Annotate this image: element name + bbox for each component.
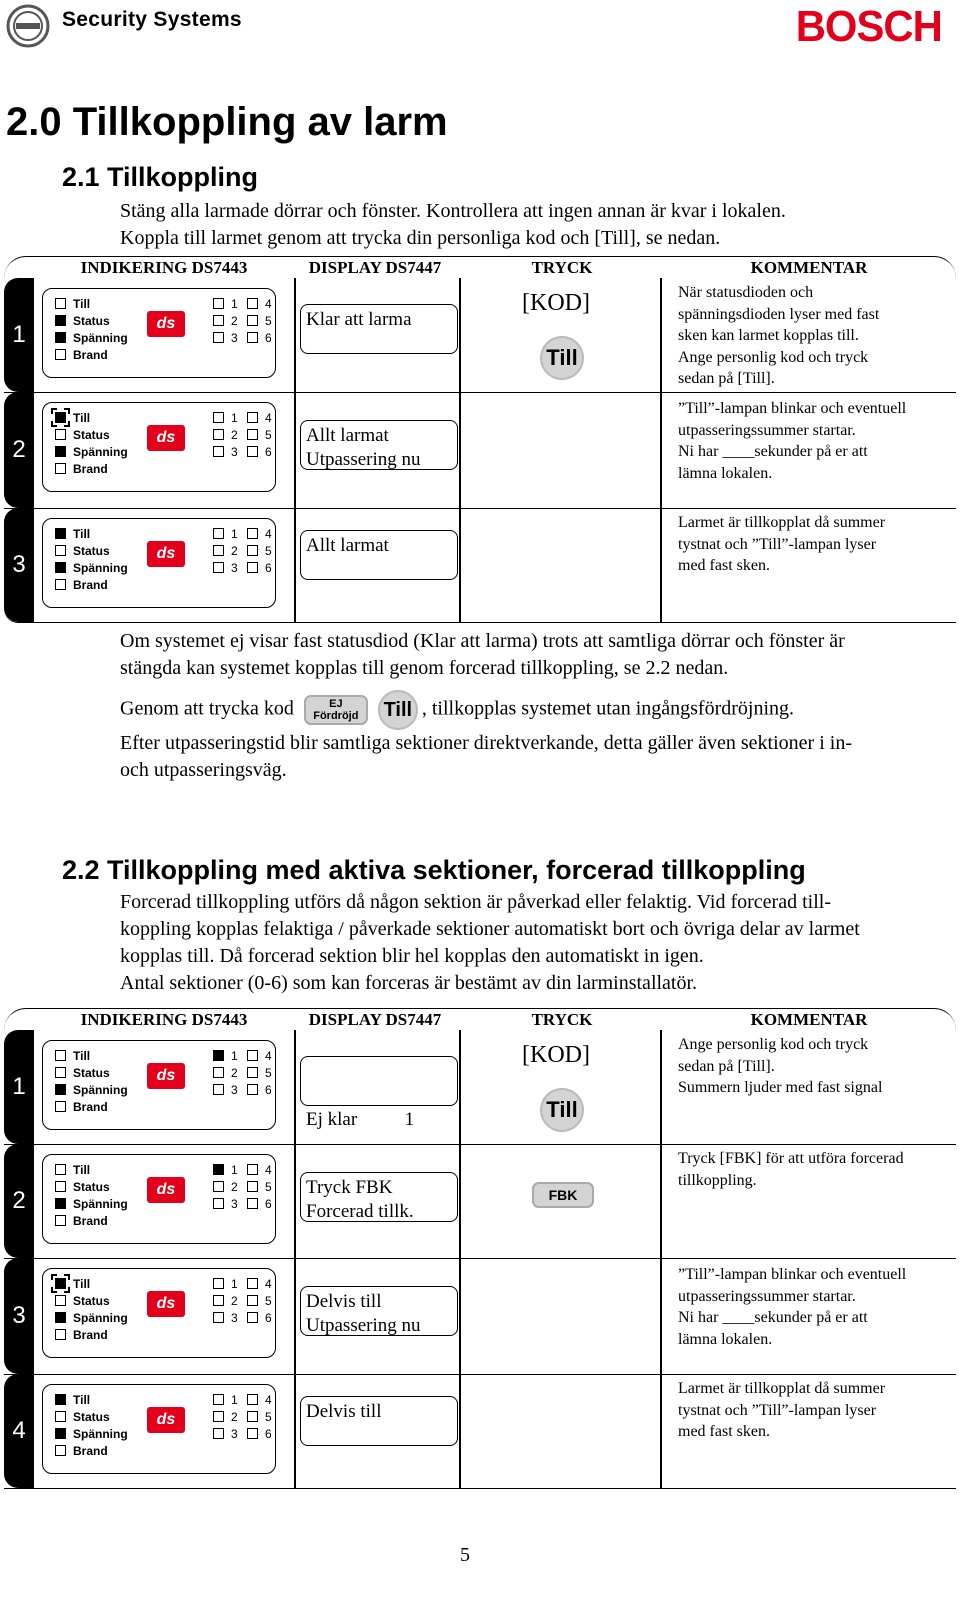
spanning-led-icon	[55, 332, 66, 343]
brand-led-icon	[55, 579, 66, 590]
led-label: Status	[73, 543, 110, 558]
status-led-icon	[55, 315, 66, 326]
utpassering-paragraph: Efter utpasseringstid blir samtliga sektioner direktverkande, detta gäller även sektioner i in- och utpasseringsväg.	[120, 732, 852, 781]
spanning-led-icon	[55, 562, 66, 573]
till-led-icon	[55, 528, 66, 539]
ds-logo-icon: ds	[147, 425, 185, 451]
row-number: 4	[4, 1374, 34, 1488]
row-number: 3	[4, 508, 34, 622]
led-label: Status	[73, 313, 110, 328]
brand-logo: BOSCH	[795, 2, 942, 51]
indicator-panel: Till Status Spänning Brand ds 1 4 2 5 3 6	[42, 1268, 276, 1358]
row-number: 1	[4, 278, 34, 392]
forced-info-paragraph: Om systemet ej visar fast statusdiod (Klar att larma) trots att samtliga dörrar och fönster är stängda kan systemet kopplas till genom forcerad tillkoppling, se 2.2 nedan.	[120, 630, 845, 679]
indicator-panel	[42, 402, 276, 492]
ds-logo-icon: ds	[147, 311, 185, 337]
table-1	[4, 256, 956, 624]
till-button[interactable]: Till	[378, 690, 418, 730]
subsection-title-2-1: 2.1 Tillkoppling	[62, 162, 259, 192]
subsection-title-2-2: 2.2 Tillkoppling med aktiva sektioner, forcerad tillkoppling	[62, 855, 806, 885]
display-box: Delvis till	[300, 1396, 458, 1446]
table-row	[4, 1144, 956, 1259]
comment-cell: Ange personlig kod och tryck sedan på [Till]. Summern ljuder med fast signal	[678, 1036, 883, 1096]
led-label: Brand	[73, 461, 108, 476]
display-box: Delvis till Utpassering nu	[300, 1286, 458, 1336]
intro-line: Koppla till larmet genom att trycka din personliga kod och [Till], se nedan.	[120, 227, 721, 249]
display-line: Klar att larma	[306, 309, 412, 330]
col-head-tryck: TRYCK	[531, 258, 593, 277]
ds-logo-icon: ds	[147, 1177, 185, 1203]
zone-led-icon	[247, 315, 258, 326]
zone-led-icon	[247, 332, 258, 343]
ej-fordrojd-button[interactable]: EJ Fördröjd	[304, 695, 368, 725]
zone-led-icon	[213, 332, 224, 343]
col-head-indikering: INDIKERING DS7443	[80, 258, 248, 277]
row-number: 1	[4, 1030, 34, 1144]
till-led-blinking-icon	[55, 1278, 66, 1289]
comment-cell: Larmet är tillkopplat då summer tystnat och ”Till”-lampan lyser med fast sken.	[678, 514, 886, 574]
zone-leds: 1 4 2 5 3 6	[213, 409, 281, 460]
indicator-panel: Till Status Spänning Brand ds 1 4 2 5 3 6	[42, 1384, 276, 1474]
zone-leds: 1 4 2 5 3 6	[213, 295, 281, 346]
indicator-panel	[42, 288, 276, 378]
comment-cell: Larmet är tillkopplat då summer tystnat och ”Till”-lampan lyser med fast sken.	[678, 1380, 886, 1440]
brand-led-icon	[55, 463, 66, 474]
led-label: Spänning	[73, 444, 128, 459]
indicator-panel: Till Status Spänning Brand ds 1 4 2 5 3 6	[42, 1154, 276, 1244]
col-head-indikering: INDIKERING DS7443	[80, 1010, 248, 1029]
spanning-led-icon	[55, 446, 66, 457]
table-row	[4, 278, 956, 393]
row-number: 2	[4, 392, 34, 508]
bosch-armature-logo-icon	[6, 4, 50, 48]
indicator-panel: Till Status Spänning Brand ds 1 4 2 5 3 6	[42, 1040, 276, 1130]
brand-led-icon	[55, 349, 66, 360]
comment-cell: ”Till”-lampan blinkar och eventuell utpasseringssummer startar. Ni har ____sekunder på er att lämna lokalen.	[678, 400, 907, 482]
fbk-button[interactable]: FBK	[532, 1182, 594, 1208]
comment-cell: ”Till”-lampan blinkar och eventuell utpasseringssummer startar. Ni har ____sekunder på er att lämna lokalen.	[678, 1266, 907, 1348]
row-number: 3	[4, 1258, 34, 1374]
display-box	[300, 530, 458, 580]
col-head-display: DISPLAY DS7447	[308, 1010, 442, 1029]
col-head-display: DISPLAY DS7447	[308, 258, 442, 277]
zone-led-icon	[247, 298, 258, 309]
page-number: 5	[460, 1544, 470, 1566]
intro-paragraph	[120, 198, 950, 252]
col-head-kommentar: KOMMENTAR	[750, 1010, 868, 1029]
status-led-icon	[55, 429, 66, 440]
zone-led-icon	[213, 315, 224, 326]
col-head-tryck: TRYCK	[531, 1010, 593, 1029]
kod-button-label[interactable]: [KOD]	[522, 290, 590, 316]
display-line: Utpassering nu	[306, 449, 421, 470]
table-row	[4, 1374, 956, 1489]
ej-fordrojd-paragraph: Genom att trycka kod EJ Fördröjd Till , tillkopplas systemet utan ingångsfördröjning.	[120, 690, 950, 730]
ds-logo-icon: ds	[147, 1063, 185, 1089]
kod-button-label[interactable]: [KOD]	[522, 1042, 590, 1068]
till-led-icon	[55, 298, 66, 309]
till-button[interactable]: Till	[540, 336, 584, 380]
led-label: Status	[73, 427, 110, 442]
forced-paragraph: Forcerad tillkoppling utförs då någon sektion är påverkad eller felaktig. Vid forcerad till- koppling kopplas felaktiga / påverkade sektioner automatiskt bort och övriga delar av larmet kopplas till. Då forcerad sektion blir hel kopplas den automatiskt in igen. Antal sektioner (0-6) som kan forceras är bestämt av din larminstallatör.	[120, 891, 860, 994]
ds-logo-icon: ds	[147, 1407, 185, 1433]
led-label: Spänning	[73, 330, 128, 345]
row-number: 2	[4, 1144, 34, 1258]
zone-leds: 1 4 2 5 3 6	[213, 525, 281, 576]
comment-cell: Tryck [FBK] för att utföra forcerad tillkoppling.	[678, 1150, 904, 1189]
display-line: Allt larmat	[306, 425, 389, 446]
intro-line: Stäng alla larmade dörrar och fönster. Kontrollera att ingen annan är kvar i lokalen.	[120, 200, 786, 222]
ds-logo-icon: ds	[147, 1291, 185, 1317]
till-led-blinking-icon	[55, 412, 66, 423]
led-label: Brand	[73, 577, 108, 592]
till-button[interactable]: Till	[540, 1088, 584, 1132]
led-label: Spänning	[73, 560, 128, 575]
header-title: Security Systems	[62, 8, 242, 31]
led-label: Till	[73, 296, 91, 311]
display-line: Allt larmat	[306, 535, 389, 556]
section-title: 2.0 Tillkoppling av larm	[6, 100, 448, 144]
table-row	[4, 1030, 956, 1145]
table-row	[4, 392, 956, 509]
zone-led-icon	[213, 298, 224, 309]
status-led-icon	[55, 545, 66, 556]
col-head-kommentar: KOMMENTAR	[750, 258, 868, 277]
led-label: Till	[73, 410, 91, 425]
indicator-panel	[42, 518, 276, 608]
table-row	[4, 1258, 956, 1375]
ds-logo-icon: ds	[147, 541, 185, 567]
comment-cell: När statusdioden och spänningsdioden lyser med fast sken kan larmet kopplas till. Ange personlig kod och tryck sedan på [Till].	[678, 284, 880, 387]
display-box	[300, 304, 458, 354]
table-row	[4, 508, 956, 623]
display-box	[300, 420, 458, 470]
display-box: Ej klar 1	[300, 1056, 458, 1106]
led-label: Till	[73, 526, 91, 541]
table-2	[4, 1008, 956, 1488]
led-label: Brand	[73, 347, 108, 362]
display-box: Tryck FBK Forcerad tillk.	[300, 1172, 458, 1222]
